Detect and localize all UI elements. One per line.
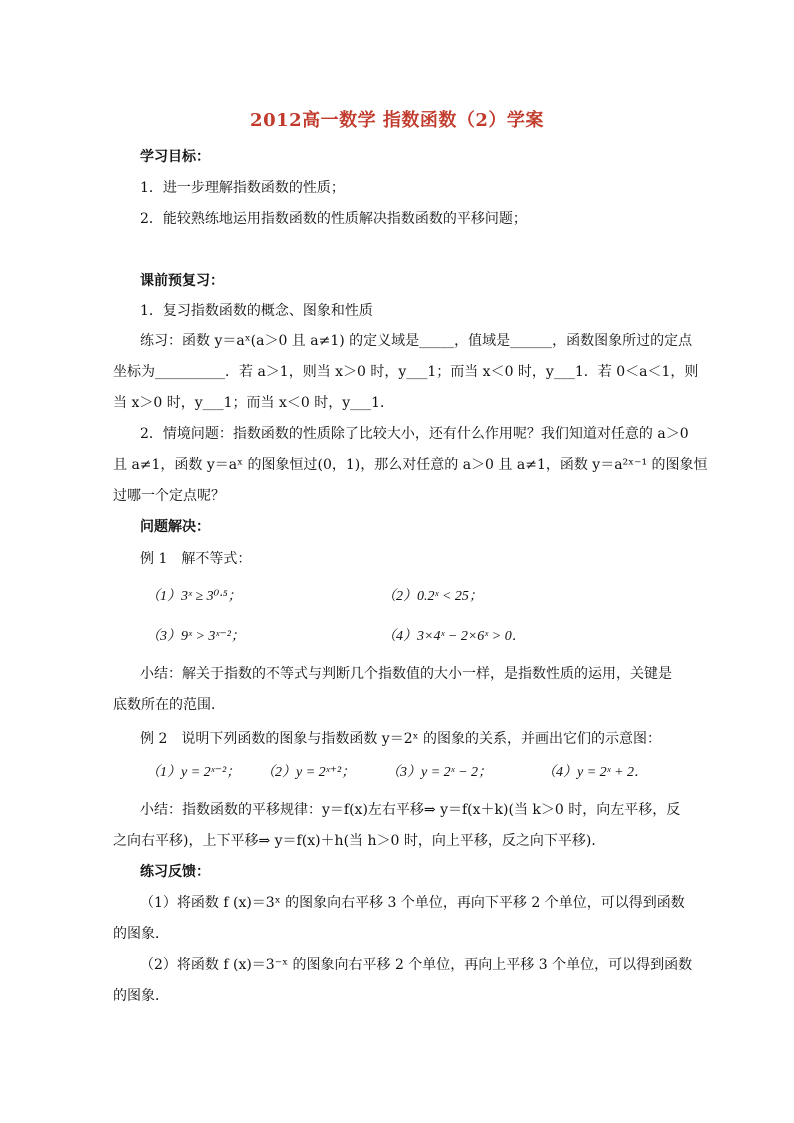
preview-item-1: 1．复习指数函数的概念、图象和性质 xyxy=(140,303,373,319)
feedback-q1-line-1: （1）将函数 f (x)＝3ˣ 的图象向右平移 3 个单位，再向下平移 2 个单位，可以得到函数 xyxy=(140,895,685,911)
goal-item-1: 1．进一步理解指数函数的性质； xyxy=(140,180,345,196)
summary-2-line-1: 小结：指数函数的平移规律：y＝f(x)左右平移⇒ y＝f(x＋k)(当 k＞0 时，向左平移，反 xyxy=(140,802,681,818)
function-4: （4）y = 2ˣ + 2． xyxy=(542,765,649,780)
page-title: 2012高一数学 指数函数（2）学案 xyxy=(250,110,544,131)
example-2-label: 例 2 说明下列函数的图象与指数函数 y＝2ˣ 的图象的关系，并画出它们的示意图： xyxy=(140,731,662,747)
function-1: （1）y = 2ˣ⁻²； xyxy=(146,765,241,780)
exercise-line-3: 当 x＞0 时，y___1；而当 x＜0 时，y___1． xyxy=(113,395,395,411)
inequality-2: （2）0.2ˣ < 25； xyxy=(382,589,483,604)
inequality-3: （3）9ˣ > 3ˣ⁻²； xyxy=(146,629,245,644)
goals-heading: 学习目标： xyxy=(140,149,210,165)
summary-1-line-2: 底数所在的范围． xyxy=(113,697,225,713)
function-2: （2）y = 2ˣ⁺²； xyxy=(261,765,356,780)
feedback-q2-line-1: （2）将函数 f (x)＝3⁻ˣ 的图象向右平移 2 个单位，再向上平移 3 个单位，可以得到函数 xyxy=(140,957,693,973)
scenario-line-2: 且 a≠1，函数 y＝aˣ 的图象恒过(0，1)，那么对任意的 a＞0 且 a≠1，函数 y＝a²ˣ⁻¹ 的图象恒 xyxy=(113,457,708,473)
feedback-heading: 练习反馈： xyxy=(140,864,210,880)
exercise-line-2: 坐标为__________．若 a＞1，则当 x＞0 时，y___1；而当 x＜0 时，y___1．若 0＜a＜1，则 xyxy=(113,364,699,380)
inequality-1: （1）3ˣ ≥ 3⁰·⁵； xyxy=(146,589,242,604)
feedback-q2-line-2: 的图象． xyxy=(113,988,169,1004)
function-3: （3）y = 2ˣ − 2； xyxy=(386,765,493,780)
inequality-4: （4）3×4ˣ − 2×6ˣ > 0． xyxy=(382,629,526,644)
exercise-line-1: 练习：函数 y＝aˣ(a＞0 且 a≠1) 的定义域是_____，值域是______，函数图象所过的定点 xyxy=(140,333,693,349)
example-1-label: 例 1 解不等式： xyxy=(140,551,252,567)
feedback-q1-line-2: 的图象． xyxy=(113,926,169,942)
scenario-line-1: 2．情境问题：指数函数的性质除了比较大小，还有什么作用呢？我们知道对任意的 a＞0 xyxy=(140,426,689,442)
summary-2-line-2: 之向右平移)，上下平移⇒ y＝f(x)＋h(当 h＞0 时，向上平移，反之向下平移)． xyxy=(113,833,606,849)
goal-item-2: 2．能较熟练地运用指数函数的性质解决指数函数的平移问题； xyxy=(140,211,527,227)
solve-heading: 问题解决： xyxy=(140,519,210,535)
scenario-line-3: 过哪一个定点呢？ xyxy=(113,488,225,504)
summary-1-line-1: 小结：解关于指数的不等式与判断几个指数值的大小一样，是指数性质的运用，关键是 xyxy=(140,666,672,682)
preview-heading: 课前预复习： xyxy=(140,273,224,289)
